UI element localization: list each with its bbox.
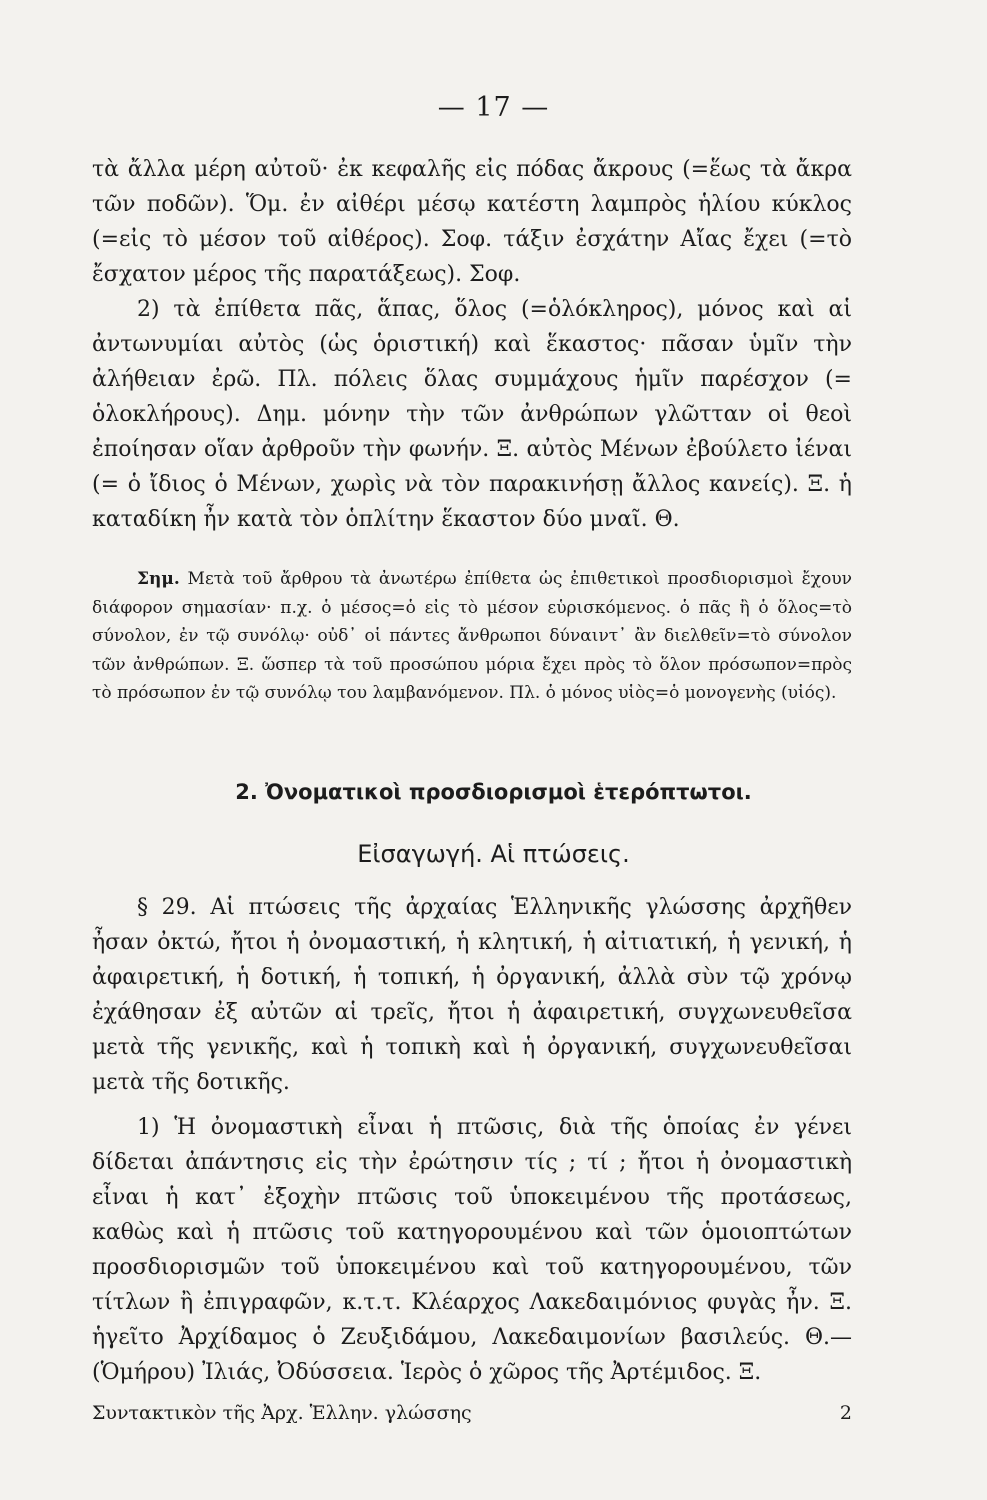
paragraph-continued: τὰ ἄλλα μέρη αὐτοῦ· ἐκ κεφαλῆς εἰς πόδας ἄκρους (=ἕως τὰ ἄκρα τῶν ποδῶν). Ὅμ. ἐν αἰθέρι μέσῳ κατέστη λαμπρὸς ἡλίου κύκλος (=εἰς τὸ μέσον τοῦ αἰθέρος). Σοφ. τάξιν ἐσχάτην Αἴας ἔχει (=τὸ ἔσχατον μέρος τῆς παρατάξεως). Σοφ. (92, 157, 852, 287)
signature-number: 2 (839, 1402, 852, 1424)
note-label: Σημ. (137, 569, 180, 589)
paragraph-adjectives: 2) τὰ ἐπίθετα πᾶς, ἅπας, ὅλος (=ὁλόκληρος), μόνος καὶ αἱ ἀντωνυμίαι αὐτὸς (ὡς ὁριστική) καὶ ἕκαστος· πᾶσαν ὑμῖν τὴν ἀλήθειαν ἐρῶ. Πλ. πόλεις ὅλας συμμάχους ἡμῖν παρέσχον (= ὁλοκλήρους). Δημ. μόνην τὴν τῶν ἀνθρώπων γλῶτταν οἱ θεοὶ ἐποίησαν οἵαν ἀρθροῦν τὴν φωνήν. Ξ. αὐτὸς Μένων ἐβούλετο ἰέναι (= ὁ ἴδιος ὁ Μένων, χωρὶς νὰ τὸν παρακινήσῃ ἄλλος κανείς). Ξ. ἡ καταδίκη ἦν κατὰ τὸν ὁπλίτην ἕκαστον δύο μναῖ. Θ. (92, 297, 852, 532)
paragraph-nominative: 1) Ἡ ὀνομαστικὴ εἶναι ἡ πτῶσις, διὰ τῆς ὁποίας ἐν γένει δίδεται ἀπάντησις εἰς τὴν ἐρώτησιν τίς ; τί ; ἤτοι ἡ ὀνομαστικὴ εἶναι ἡ κατ᾿ ἐξοχὴν πτῶσις τοῦ ὑποκειμένου τῆς προτάσεως, καθὼς καὶ ἡ πτῶσις τοῦ κατηγορουμένου καὶ τῶν ὁμοιοπτώτων προσδιορισμῶν τοῦ ὑποκειμένου καὶ τοῦ κατηγορουμένου, τῶν τίτλων ἢ ἐπιγραφῶν, κ.τ.τ. Κλέαρχος Λακεδαιμόνιος φυγὰς ἦν. Ξ. ἡγεῖτο Ἀρχίδαμος ὁ Ζευξιδάμου, Λακεδαιμονίων βασιλεύς. Θ.— (Ὁμήρου) Ἰλιάς, Ὀδύσσεια. Ἱερὸς ὁ χῶρος τῆς Ἀρτέμιδος. Ξ. (92, 1115, 852, 1385)
subsection-heading: Εἰσαγωγή. Αἱ πτώσεις. (357, 840, 630, 868)
note-block (92, 565, 852, 708)
page-footer (92, 1402, 852, 1424)
section-heading: 2. Ὀνοματικοὶ προσδιορισμοὶ ἑτερόπτωτοι. (235, 780, 752, 804)
note-paragraph (92, 565, 852, 708)
section-1 (92, 152, 852, 537)
page-number: — 17 — (437, 92, 550, 123)
section-2 (92, 890, 852, 1390)
note-text: Μετὰ τοῦ ἄρθρου τὰ ἀνωτέρω ἐπίθετα ὡς ἐπιθετικοὶ προσδιορισμοὶ ἔχουν διάφορον σημασίαν· π.χ. ὁ μέσος=ὁ εἰς τὸ μέσον εὑρισκόμενος. ὁ πᾶς ἢ ὁ ὅλος=τὸ σύνολον, ἐν τῷ συνόλῳ· οὐδ᾿ οἱ πάντες ἄνθρωποι δύναιντ᾿ ἂν διελθεῖν=τὸ σύνολον τῶν ἀνθρώπων. Ξ. ὥσπερ τὰ τοῦ προσώπου μόρια ἔχει πρὸς τὸ ὅλον πρόσωπον=πρὸς τὸ πρόσωπον ἐν τῷ συνόλῳ του λαμβανόμενον. Πλ. ὁ μόνος υἱὸς=ὁ μονογενὴς (υἱός). (92, 569, 852, 704)
footer-title: Συντακτικὸν τῆς Ἀρχ. Ἑλλην. γλώσσης (92, 1402, 472, 1424)
paragraph-29: § 29. Αἱ πτώσεις τῆς ἀρχαίας Ἑλληνικῆς γλώσσης ἀρχῆθεν ἦσαν ὀκτώ, ἤτοι ἡ ὀνομαστική, ἡ κλητική, ἡ αἰτιατική, ἡ γενική, ἡ ἀφαιρετική, ἡ δοτική, ἡ τοπική, ἡ ὀργανική, ἀλλὰ σὺν τῷ χρόνῳ ἐχάθησαν ἐξ αὐτῶν αἱ τρεῖς, ἤτοι ἡ ἀφαιρετική, συγχωνευθεῖσα μετὰ τῆς γενικῆς, καὶ ἡ τοπικὴ καὶ ἡ ὀργανική, συγχωνευθεῖσαι μετὰ τῆς δοτικῆς. (92, 895, 852, 1095)
